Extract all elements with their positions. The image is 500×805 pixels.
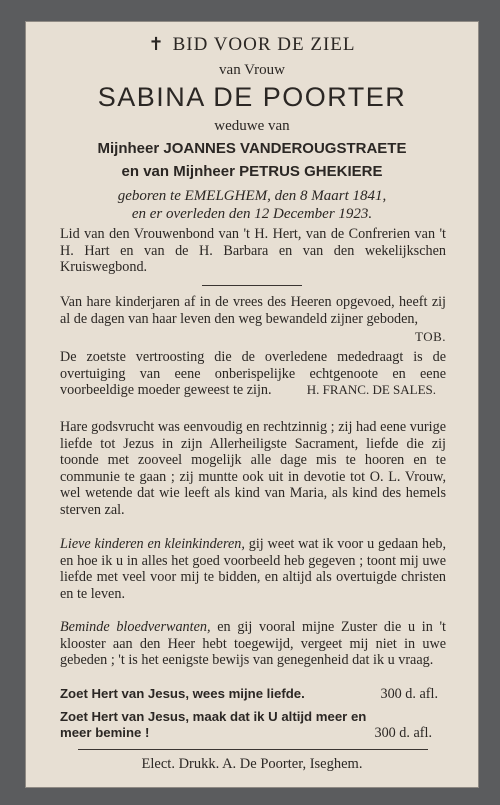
title-line <box>26 34 478 56</box>
footer-divider <box>78 749 428 750</box>
birth-line: geboren te EMELGHEM, den 8 Maart 1841, <box>117 188 387 204</box>
paragraph-5-lead: Beminde bloedverwanten, <box>60 619 211 635</box>
paragraph-1-source: TOB. <box>414 329 446 344</box>
husband-1 <box>26 140 478 157</box>
husband-1-name: JOANNES VANDEROUGSTRAETE <box>163 140 407 157</box>
prayer-2-text-a: Zoet Hert van Jesus, maak dat ik U altijd meer en <box>60 709 367 724</box>
husband-1-prefix: Mijnheer <box>97 140 160 157</box>
prayer-2-line-2 <box>60 725 446 742</box>
latin-cross-icon: ✝ <box>148 34 165 55</box>
paragraph-2-text: De zoetste vertroosting die de overledene mededraagt is de overtuiging van eene onberispelijke echtgenoote en eene voorbeeldige moeder geweest te zijn. <box>60 349 446 399</box>
husband-2-prefix: en van Mijnheer <box>121 163 235 180</box>
paragraph-2-source: H. FRANC. DE SALES. <box>306 382 436 398</box>
prayer-2-line-1 <box>60 709 446 724</box>
paragraph-5-text: en gij vooral mijne Zuster die u in 't klooster aan den Heer hebt toegewijd, vergeet mij niet in uwe gebeden ; 't is het eenigste bewijs van genegenheid dat ik u vraag. <box>60 619 446 669</box>
paragraph-1 <box>60 294 446 345</box>
prayer-1-indulgence: 300 d. afl. <box>380 686 438 702</box>
husband-2-name: PETRUS GHEKIERE <box>239 163 383 180</box>
printer-imprint: Elect. Drukk. A. De Poorter, Iseghem. <box>141 756 363 772</box>
widow-of: weduwe van <box>214 118 290 134</box>
paragraph-4 <box>60 536 446 602</box>
card-title: BID VOOR DE ZIEL <box>172 34 356 55</box>
memorial-card <box>26 22 478 787</box>
prayer-1-text: Zoet Hert van Jesus, wees mijne liefde. <box>60 686 305 701</box>
death-line: en er overleden den 12 December 1923. <box>131 206 373 222</box>
paragraph-5 <box>60 619 446 669</box>
paragraph-2 <box>60 349 446 399</box>
divider <box>202 285 302 286</box>
paragraph-1-text: Van hare kinderjaren af in de vrees des Heeren opgevoed, heeft zij al de dagen van haar leven den weg bewandeld zijner geboden, <box>60 294 446 327</box>
membership-text: Lid van den Vrouwenbond van 't H. Hert, van de Confrerien van 't H. Hart en van de H. Barbara en van den wekelijkschen Kruiswegbond. <box>60 226 446 276</box>
deceased-name: SABINA DE POORTER <box>97 82 407 112</box>
prayer-2-text-b: meer bemine ! <box>60 725 150 740</box>
prayer-2-indulgence: 300 d. afl. <box>374 725 432 741</box>
paragraph-4-text: gij weet wat ik voor u gedaan heb, en hoe ik u in alles het goed voorbeeld heb gegeven ; toont mij uwe liefde met veel voor mij te bidden, en altijd als overtuigde christen en te leven. <box>60 536 447 602</box>
husband-2 <box>26 163 478 180</box>
paragraph-3: Hare godsvrucht was eenvoudig en rechtzinnig ; zij had eene vurige liefde tot Jezus in zijn Allerheiligste Sacrament, liefde die zij toonde met zooveel mogelijk alle dage mis te hooren en te communie te gaan ; zij muntte ook uit in devotie tot O. L. Vrouw, wel wetende dat wie leeft als kind van Maria, als kind des hemels sterven zal. <box>60 419 446 518</box>
paragraph-4-lead: Lieve kinderen en kleinkinderen, <box>60 536 245 552</box>
subtitle: van Vrouw <box>219 62 285 78</box>
prayer-1 <box>60 686 446 703</box>
